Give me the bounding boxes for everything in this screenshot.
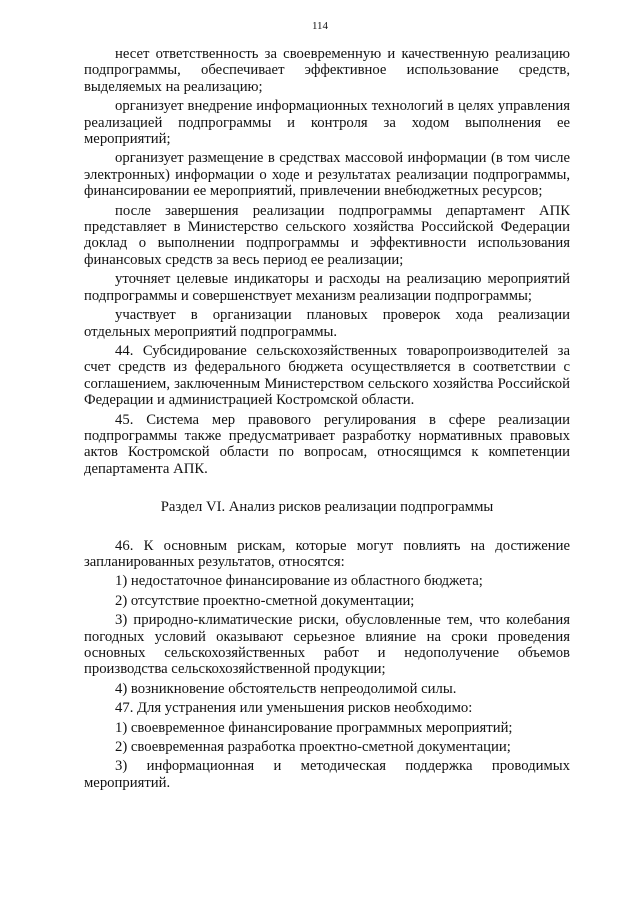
list-item: 2) отсутствие проектно-сметной документации;: [115, 592, 415, 609]
section-title: Раздел VI. Анализ рисков реализации подпрограммы: [160, 499, 494, 516]
paragraph: организует внедрение информационных технологий в целях управления реализацией подпрограммы и контроля за ходом выполнения ее мероприятий;: [84, 98, 570, 148]
document-body: [84, 46, 570, 794]
list-item: 3) информационная и методическая поддержка проводимых мероприятий.: [84, 758, 570, 791]
page-number: 114: [311, 20, 329, 32]
list-item: 2) своевременная разработка проектно-сметной документации;: [115, 739, 511, 756]
list-item: 3) природно-климатические риски, обусловленные тем, что колебания погодных условий оказывают серьезное влияние на сроки проведения основных сельскохозяйственных работ и недополучение объемов производства сельскохозяйственной продукции;: [84, 612, 570, 678]
paragraph: после завершения реализации подпрограммы департамент АПК представляет в Министерство сельского хозяйства Российской Федерации доклад о выполнении подпрограммы и эффективности использования финансовых средств за весь период ее реализации;: [84, 202, 570, 268]
paragraph: 47. Для устранения или уменьшения рисков необходимо:: [115, 700, 473, 717]
paragraph: уточняет целевые индикаторы и расходы на реализацию мероприятий подпрограммы и совершенствует механизм реализации подпрограммы;: [84, 271, 570, 304]
list-item: 1) своевременное финансирование программных мероприятий;: [115, 719, 513, 736]
paragraph: 46. К основным рискам, которые могут повлиять на достижение запланированных результатов, относятся:: [84, 537, 570, 570]
paragraph: организует размещение в средствах массовой информации (в том числе электронных) информации о ходе и результатах реализации подпрограммы, финансировании ее мероприятий, привлечении внебюджетных ресурсов;: [84, 150, 570, 200]
paragraph: 45. Система мер правового регулирования в сфере реализации подпрограммы также предусматривает разработку нормативных правовых актов Костромской области по вопросам, относящимся к компетенции департамента АПК.: [84, 411, 570, 477]
list-item: 4) возникновение обстоятельств непреодолимой силы.: [115, 680, 457, 697]
paragraph: 44. Субсидирование сельскохозяйственных товаропроизводителей за счет средств из федерального бюджета осуществляется в соответствии с соглашением, заключенным Министерством сельского хозяйства Российской Федерации и администрацией Костромской области.: [84, 342, 570, 409]
paragraph: несет ответственность за своевременную и качественную реализацию подпрограммы, обеспечивает эффективное использование средств, выделяемых на реализацию;: [84, 46, 570, 95]
list-item: 1) недостаточное финансирование из областного бюджета;: [115, 573, 483, 590]
paragraph: участвует в организации плановых проверок хода реализации отдельных мероприятий подпрограммы.: [84, 307, 570, 340]
